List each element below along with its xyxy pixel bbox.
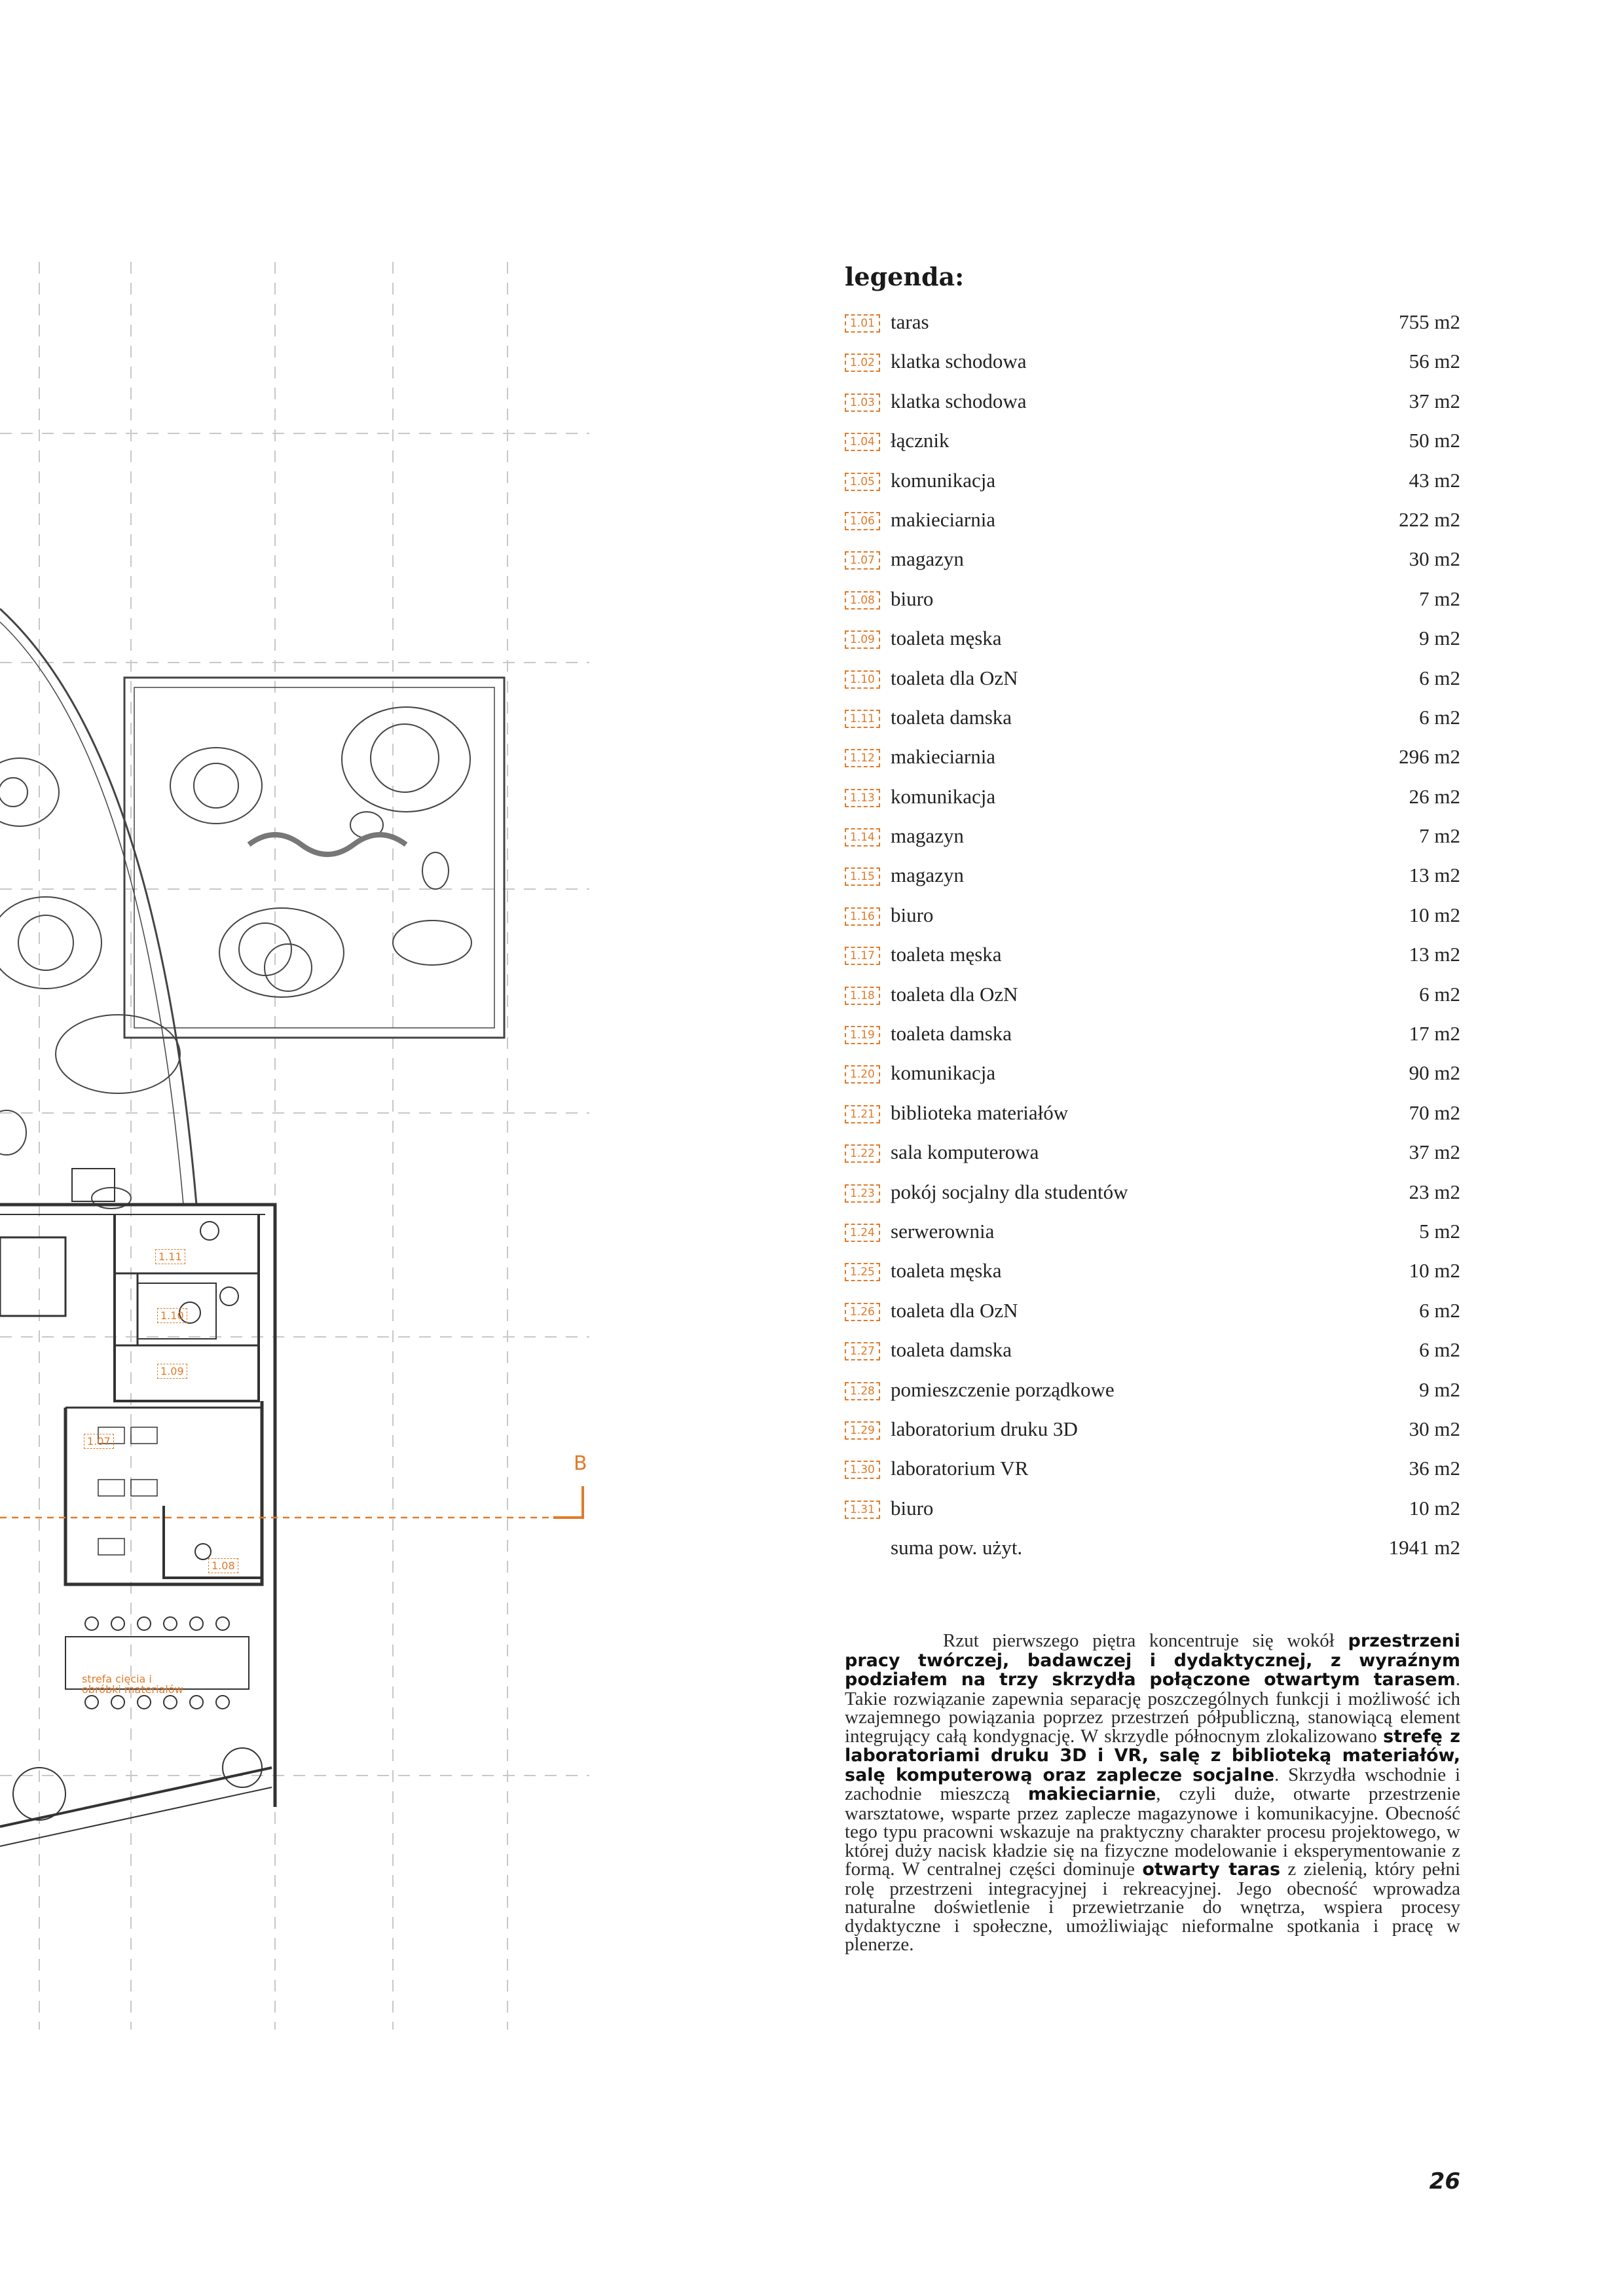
room-code: 1.15: [845, 867, 880, 886]
legend-row: [845, 545, 1460, 584]
room-area: 9 m2: [1419, 1377, 1460, 1401]
room-area: 23 m2: [1409, 1180, 1460, 1203]
room-name: toaleta dla OzN: [891, 982, 1018, 1006]
room-area: 6 m2: [1419, 1338, 1460, 1362]
room-code: 1.25: [845, 1263, 880, 1281]
room-name: klatka schodowa: [891, 350, 1027, 373]
room-name: taras: [891, 310, 929, 333]
description-text: Rzut pierwszego piętra koncentruje się wokół: [943, 1630, 1348, 1651]
legend-row: [845, 1376, 1460, 1415]
page-number: 26: [1429, 2168, 1460, 2195]
room-area: 30 m2: [1409, 547, 1460, 571]
room-area: 9 m2: [1419, 627, 1460, 650]
room-name: komunikacja: [891, 1061, 996, 1085]
legend-row: [845, 861, 1460, 900]
room-code: 1.14: [845, 828, 880, 847]
room-tag: 1.11: [155, 1249, 185, 1264]
room-code: 1.28: [845, 1382, 880, 1400]
north-wing-walls: [0, 1169, 275, 1846]
room-code: 1.23: [845, 1184, 880, 1203]
room-area: 10 m2: [1409, 1259, 1460, 1283]
room-area: 17 m2: [1409, 1022, 1460, 1046]
room-code: 1.09: [845, 630, 880, 649]
legend-row: [845, 585, 1460, 624]
room-name: biuro: [891, 1496, 934, 1520]
legend-row: [845, 1336, 1460, 1375]
room-tag: 1.08: [208, 1558, 238, 1573]
legend-row: [845, 1494, 1460, 1533]
terrace: [0, 609, 504, 1209]
zone-label-line: obróbki materiałów: [82, 1683, 183, 1696]
room-area: 13 m2: [1409, 864, 1460, 887]
room-area: 56 m2: [1409, 350, 1460, 373]
room-code: 1.05: [845, 473, 880, 491]
room-code: 1.13: [845, 789, 880, 807]
room-code: 1.24: [845, 1224, 880, 1242]
legend-row: [845, 1217, 1460, 1256]
room-code: 1.26: [845, 1303, 880, 1321]
legend-row: [845, 822, 1460, 861]
room-code: 1.31: [845, 1501, 880, 1519]
room-code: 1.12: [845, 749, 880, 767]
room-code: 1.16: [845, 907, 880, 926]
room-area: 5 m2: [1419, 1219, 1460, 1243]
legend-row: [845, 1415, 1460, 1454]
legend-row: [845, 1256, 1460, 1296]
legend-row: [845, 1533, 1460, 1573]
description-text: . Takie rozwiązanie zapewnia separację poszczególnych funkcji i możliwość ich wzajemnego powiązania poprzez przestrzeń półpubliczną, stanowiącą element integrujący całą kondygnację. W skrzydle północnym zlokalizowano: [845, 1669, 1460, 1747]
room-area: 6 m2: [1419, 982, 1460, 1006]
room-code: 1.18: [845, 987, 880, 1005]
description-text: , czyli duże, otwarte przestrzenie warsztatowe, wsparte przez zaplecze magazynowe i komunikacyjne. Obecność tego typu pracowni wskazuje na praktyczny charakter procesu projektowego, w której duży nacisk kładzie się na fizyczne modelowanie i eksperymentowanie z formą. W centralnej części dominuje: [845, 1783, 1460, 1880]
room-area: 90 m2: [1409, 1061, 1460, 1085]
legend-list: [845, 308, 1460, 1573]
legend-row: [845, 1178, 1460, 1217]
zone-label: [82, 1674, 183, 1695]
room-name: biuro: [891, 903, 934, 926]
room-name: toaleta dla OzN: [891, 1298, 1018, 1322]
room-name: makieciarnia: [891, 507, 996, 531]
room-name: magazyn: [891, 864, 964, 887]
room-tag: 1.10: [157, 1308, 187, 1323]
description-emphasis: otwarty taras: [1142, 1859, 1281, 1880]
room-code: 1.29: [845, 1421, 880, 1440]
room-area: 296 m2: [1399, 745, 1460, 769]
room-name: komunikacja: [891, 468, 996, 492]
room-area: 6 m2: [1419, 705, 1460, 729]
description-emphasis: makieciarnie: [1027, 1784, 1156, 1804]
room-name: pokój socjalny dla studentów: [891, 1180, 1128, 1203]
legend-row: [845, 624, 1460, 663]
legend-row: [845, 1019, 1460, 1059]
legend-row: [845, 940, 1460, 979]
room-area: 7 m2: [1419, 824, 1460, 848]
room-code: 1.02: [845, 354, 880, 372]
legend-row: [845, 426, 1460, 465]
room-name: magazyn: [891, 824, 964, 848]
room-code: 1.17: [845, 947, 880, 965]
legend-title: legenda:: [845, 262, 965, 291]
room-name: komunikacja: [891, 784, 996, 808]
room-code: 1.10: [845, 670, 880, 689]
room-name: toaleta damska: [891, 1338, 1012, 1362]
room-name: makieciarnia: [891, 745, 996, 769]
legend-row: [845, 1138, 1460, 1177]
room-name: laboratorium druku 3D: [891, 1417, 1078, 1440]
legend-row: [845, 1454, 1460, 1493]
floor-plan-drawing: [0, 0, 589, 2296]
room-name: serwerownia: [891, 1219, 995, 1243]
room-code: 1.07: [845, 551, 880, 570]
description-emphasis: przestrzeni pracy twórczej, badawczej i dydaktycznej, z wyraźnym podziałem na trzy skrzydła połączone otwartym tarasem: [845, 1631, 1460, 1690]
room-area: 13 m2: [1409, 943, 1460, 966]
room-area: 7 m2: [1419, 587, 1460, 610]
room-area: 6 m2: [1419, 666, 1460, 689]
description-paragraph: [845, 1631, 1460, 1954]
legend-row: [845, 703, 1460, 742]
section-line-b: [0, 1486, 583, 1518]
room-code: 1.11: [845, 710, 880, 728]
legend-row: [845, 505, 1460, 545]
legend-row: [845, 664, 1460, 703]
room-name: toaleta męska: [891, 627, 1002, 650]
room-code: 1.22: [845, 1144, 880, 1163]
description-text: . Skrzydła wschodnie i zachodnie mieszczą: [845, 1764, 1461, 1804]
room-name: toaleta damska: [891, 1022, 1012, 1046]
room-area: 26 m2: [1409, 784, 1460, 808]
room-name: biuro: [891, 587, 934, 610]
legend-row: [845, 1099, 1460, 1138]
room-area: 30 m2: [1409, 1417, 1460, 1440]
room-code: 1.08: [845, 591, 880, 610]
room-code: 1.04: [845, 433, 880, 451]
room-code: 1.19: [845, 1026, 880, 1044]
room-code: 1.03: [845, 393, 880, 412]
room-name: toaleta męska: [891, 1259, 1002, 1283]
room-code: 1.27: [845, 1342, 880, 1360]
room-area: 43 m2: [1409, 468, 1460, 492]
room-tag: 1.09: [157, 1364, 187, 1379]
legend-row: [845, 742, 1460, 782]
room-tag: 1.07: [84, 1434, 114, 1449]
room-area: 36 m2: [1409, 1457, 1460, 1480]
room-code: 1.06: [845, 512, 880, 530]
room-code: 1.21: [845, 1105, 880, 1123]
room-area: 70 m2: [1409, 1101, 1460, 1124]
description-emphasis: strefę z laboratoriami druku 3D i VR, salę z biblioteką materiałów, salę komputerową oraz zaplecze socjalne: [845, 1726, 1460, 1785]
room-area: 755 m2: [1399, 310, 1460, 333]
room-area: 6 m2: [1419, 1298, 1460, 1322]
zone-label-line: strefa cięcia i: [82, 1673, 152, 1685]
room-name: klatka schodowa: [891, 389, 1027, 412]
legend-row: [845, 980, 1460, 1019]
room-code: 1.01: [845, 314, 880, 333]
room-name: toaleta męska: [891, 943, 1002, 966]
room-name: toaleta damska: [891, 705, 1012, 729]
legend-row: [845, 1296, 1460, 1336]
room-area: 10 m2: [1409, 903, 1460, 926]
legend-row: [845, 466, 1460, 505]
room-area: 37 m2: [1409, 389, 1460, 412]
section-marker: B: [574, 1452, 587, 1475]
legend-row: [845, 347, 1460, 386]
description-text: z zielenią, który pełni rolę przestrzeni integracyjnej i rekreacyjnej. Jego obecność wprowadza naturalne doświetlenie i przewietrzanie do wnętrza, wspiera procesy dydaktyczne i społeczne, umożliwiając nieformalne spotkania i pracę w plenerze.: [845, 1859, 1460, 1955]
room-area: 50 m2: [1409, 429, 1460, 452]
room-code: 1.20: [845, 1065, 880, 1084]
room-name: łącznik: [891, 429, 950, 452]
legend-row: [845, 1059, 1460, 1098]
room-area: 37 m2: [1409, 1140, 1460, 1164]
room-name: sala komputerowa: [891, 1140, 1039, 1164]
room-name: suma pow. użyt.: [891, 1536, 1023, 1559]
room-name: pomieszczenie porządkowe: [891, 1377, 1115, 1401]
room-name: laboratorium VR: [891, 1457, 1029, 1480]
room-code: 1.30: [845, 1461, 880, 1479]
room-area: 222 m2: [1399, 507, 1460, 531]
room-name: biblioteka materiałów: [891, 1101, 1069, 1124]
room-area: 1941 m2: [1388, 1536, 1460, 1559]
room-name: magazyn: [891, 547, 964, 571]
legend-row: [845, 308, 1460, 347]
legend-row: [845, 387, 1460, 426]
room-name: toaleta dla OzN: [891, 666, 1018, 689]
legend-row: [845, 782, 1460, 822]
grid-lines: [0, 262, 589, 2030]
room-area: 10 m2: [1409, 1496, 1460, 1520]
legend-row: [845, 901, 1460, 940]
